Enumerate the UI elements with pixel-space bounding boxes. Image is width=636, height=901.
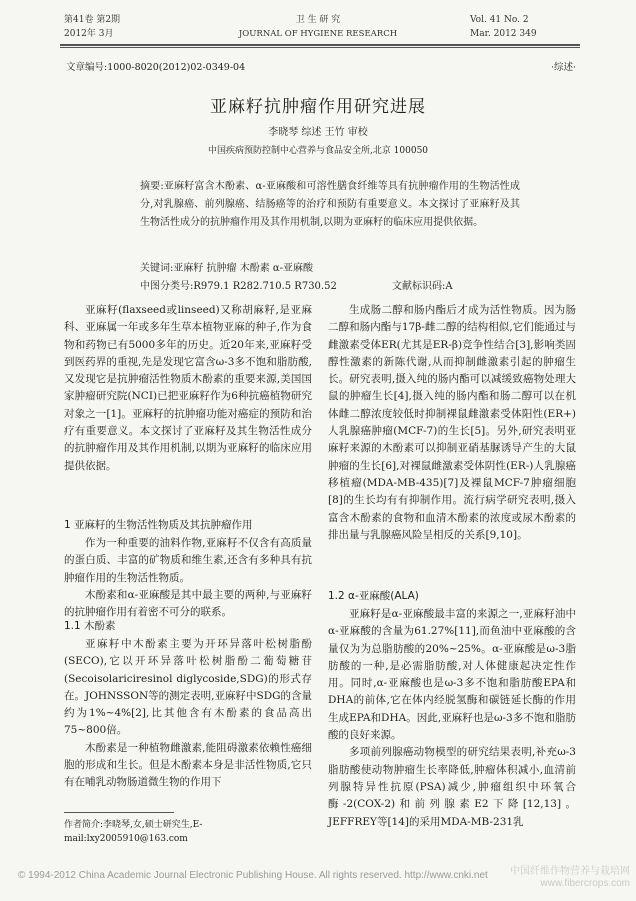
section-1-2-body [328,606,576,831]
footnote-rule [64,812,174,813]
date-page-en: Mar. 2012 349 [470,29,537,39]
section-1-paragraph-1: 作为一种重要的油料作物,亚麻籽不仅含有高质量的蛋白质、丰富的矿物质和维生素,还含有多种具有抗肿瘤作用的生物活性物质。 [64,537,312,584]
date-cn: 2012年 3月 [64,29,114,39]
journal-title-cn: 卫 生 研 究 [295,15,341,25]
section-1-paragraph-2: 木酚素和α-亚麻酸是其中最主要的两种,与亚麻籽的抗肿瘤作用有着密不可分的联系。 [64,588,312,619]
right-column [328,302,576,544]
volume-issue-en: Vol. 41 No. 2 [470,15,529,25]
section-1-1-paragraph-2: 木酚素是一种植物雌激素,能阻碍激素依赖性癌细胞的形成和生长。但是木酚素本身是非活性物质,它只有在哺乳动物肠道微生物的作用下 [64,741,312,789]
section-1-1-paragraph-1: 亚麻籽中木酚素主要为开环异落叶松树脂酚(SECO),它以开环异落叶松树脂酚二葡萄糖苷(Secoisolariciresinol diglycoside,SDG)的形式存在。JOHNSSON等的测定表明,亚麻籽中SDG的含量约为1%~4%[2],比其他含有木酚素的食品高出75~800倍。 [64,638,312,737]
watermark-cn: 中国纤维作物营养与栽培网 [510,866,630,877]
section-1-1-heading: 1.1 木酚素 [64,620,116,632]
right-paragraph-1: 生成肠二醇和肠内酯后才成为活性物质。因为肠二醇和肠内酯与17β-雌二醇的结构相似,它们能通过与雌激素受体ER(尤其是ER-β)竞争性结合[3],影响类固醇性激素的新陈代谢,从而抑制雌激素引起的肿瘤生长。研究表明,摄入纯的肠内酯可以减缓致癌物处理大鼠的肿瘤生长[4],摄入纯的肠内酯和肠二醇可以在机体雌二醇浓度较低时抑制裸鼠雌激素受体阳性(ER+)人乳腺癌肿瘤(MCF-7)的生长[5]。另外,研究表明亚麻籽来源的木酚素可以抑制亚硝基脲诱导产生的大鼠肿瘤的生长[6],对裸鼠雌激素受体阴性(ER-)人乳腺癌移植瘤(MDA-MB-435)[7]及裸鼠MCF-7肿瘤细胞[8]的生长均有有抑制作用。流行病学研究表明,摄入富含木酚素的食物和血清木酚素的浓度或尿木酚素的排出量与乳腺癌风险呈相反的关系[9,10]。 [328,304,576,541]
author-footnote: 作者简介:李晓琴,女,硕士研究生,E-mail:lxy2005910@163.com [64,820,203,844]
copyright-footer: © 1994-2012 China Academic Journal Electronic Publishing House. All rights reserved. http://www.cnki.net [18,870,488,881]
watermark-en: www.fibercrops.com [540,878,630,889]
section-1-body [64,535,312,621]
article-number: 文章编号:1000-8020(2012)02-0349-04 [66,62,246,73]
header-rule-thin [60,47,580,48]
left-column [64,302,312,475]
article-title: 亚麻籽抗肿瘤作用研究进展 [210,97,426,117]
authors: 李晓琴 综述 王竹 审校 [268,127,368,138]
right-paragraph-3: 多项前列腺癌动物模型的研究结果表明,补充ω-3脂肪酸使动物肿瘤生长率降低,肿瘤体积减小,血清前列腺特异性抗原(PSA)减少,肿瘤组织中环氧合酶-2(COX-2)和前列腺素E2下降[12,13]。JEFFREY等[14]的采用MDA-MB-231乳 [328,746,576,828]
volume-issue-cn: 第41卷 第2期 [64,15,121,25]
section-1-1-body [64,636,312,792]
header-rule [60,44,580,46]
abstract: 摘要:亚麻籽富含木酚素、α-亚麻酸和可溶性膳食纤维等具有抗肿瘤作用的生物活性成分,对乳腺癌、前列腺癌、结肠癌等的治疗和预防有重要意义。本文探讨了亚麻籽及其生物活性成分的抗肿瘤作用及其作用机制,以期为亚麻籽的临床应用提供依据。 [140,181,520,228]
section-1-heading: 1 亚麻籽的生物活性物质及其抗肿瘤作用 [64,519,253,531]
category-label: ·综述· [550,62,576,73]
intro-paragraph: 亚麻籽(flaxseed或linseed)又称胡麻籽,是亚麻科、亚麻属一年或多年生草本植物亚麻的种子,作为食物和药物已有5000多年的历史。近20年来,亚麻籽受到医药界的重视,先是发现它富含ω-3多不饱和脂肪酸,又发现它是抗肿瘤活性物质木酚素的重要来源,美国国家肿瘤研究院(NCI)已把亚麻籽作为6种抗癌植物研究对象之一[1]。亚麻籽的抗肿瘤功能对癌症的预防和治疗有重要意义。本文探讨了亚麻籽及其生物活性成分的抗肿瘤作用及其作用机制,以期为亚麻籽的临床应用提供依据。 [64,304,312,472]
affiliation: 中国疾病预防控制中心营养与食品安全所,北京 100050 [207,146,429,156]
section-1-2-heading: 1.2 α-亚麻酸(ALA) [328,590,419,602]
journal-title-en: JOURNAL OF HYGIENE RESEARCH [238,29,398,39]
right-paragraph-2: 亚麻籽是α-亚麻酸最丰富的来源之一,亚麻籽油中α-亚麻酸的含量为61.27%[11],而鱼油中亚麻酸的含量仅为为总脂肪酸的20%~25%。α-亚麻酸是ω-3脂肪酸的一种,是必需脂肪酸,对人体健康起决定性作用。同时,α-亚麻酸也是ω-3多不饱和脂肪酸EPA和DHA的前体,它在体内经脱氢酶和碳链延长酶的作用生成EPA和DHA。因此,亚麻籽也是ω-3多不饱和脂肪酸的良好来源。 [328,608,576,742]
classification-number: 中图分类号:R979.1 R282.710.5 R730.52 [140,281,337,292]
document-code: 文献标识码:A [392,281,453,292]
keywords: 关键词:亚麻籽 抗肿瘤 木酚素 α-亚麻酸 [140,263,314,274]
